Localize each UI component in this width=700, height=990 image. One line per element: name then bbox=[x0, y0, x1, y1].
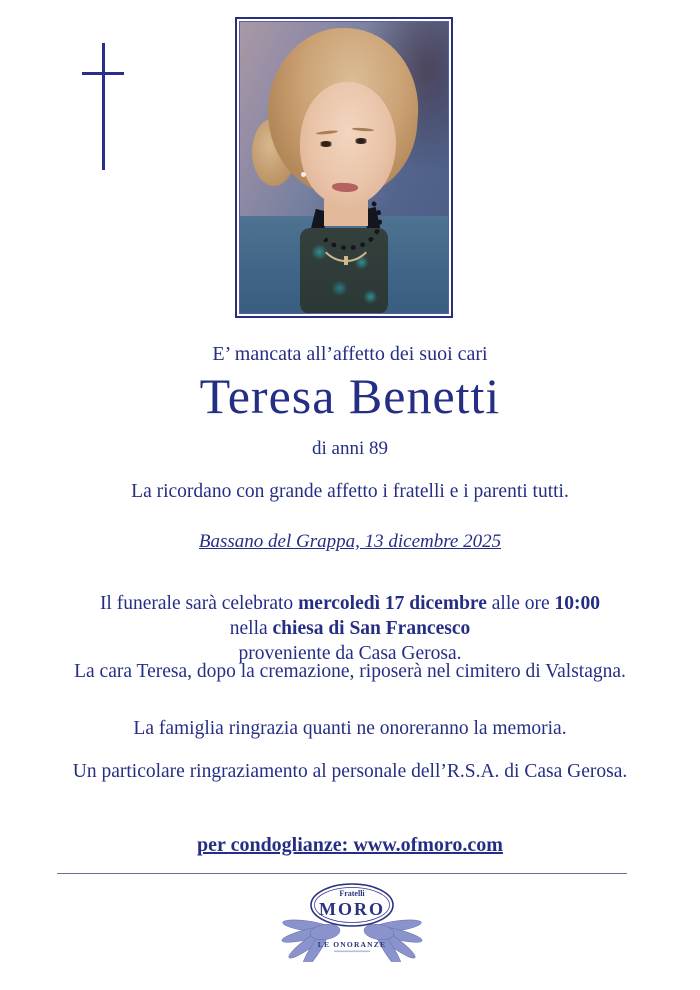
dateline: Bassano del Grappa, 13 dicembre 2025 bbox=[198, 531, 502, 552]
portrait-photo-art bbox=[240, 22, 448, 313]
logo-brand-top: Fratelli bbox=[339, 889, 365, 898]
age-line: di anni 89 bbox=[312, 438, 388, 459]
footer-divider bbox=[57, 873, 627, 874]
funeral-details bbox=[0, 591, 700, 666]
logo-microtext-line bbox=[334, 951, 370, 953]
cremation-line: La cara Teresa, dopo la cremazione, riposerà nel cimitero di Valstagna. bbox=[74, 661, 626, 682]
funeral-church: chiesa di San Francesco bbox=[272, 618, 471, 639]
special-thanks-line: Un particolare ringraziamento al personale dell’R.S.A. di Casa Gerosa. bbox=[72, 761, 628, 782]
funeral-line1-pre: Il funerale sarà celebrato bbox=[99, 593, 299, 614]
deceased-name: Teresa Benetti bbox=[199, 368, 501, 424]
portrait-photo bbox=[235, 17, 453, 318]
intro-line: E’ mancata all’affetto dei suoi cari bbox=[212, 343, 488, 365]
funeral-line2-pre: nella bbox=[229, 618, 273, 639]
funeral-home-logo bbox=[277, 877, 427, 962]
funeral-line3: proveniente da Casa Gerosa. bbox=[238, 643, 462, 664]
latin-cross-icon bbox=[82, 43, 124, 170]
family-thanks-line: La famiglia ringrazia quanti ne onoreranno la memoria. bbox=[133, 718, 567, 739]
funeral-line1-mid: alle ore bbox=[486, 593, 555, 614]
logo-brand-main: MORO bbox=[319, 899, 385, 919]
condolences-line: per condoglianze: www.ofmoro.com bbox=[197, 834, 503, 856]
funeral-date: mercoledì 17 dicembre bbox=[298, 593, 487, 614]
funeral-time: 10:00 bbox=[554, 593, 601, 614]
remembrance-line: La ricordano con grande affetto i fratelli e i parenti tutti. bbox=[131, 481, 569, 502]
logo-brand-sub: LE ONORANZE bbox=[317, 940, 387, 949]
